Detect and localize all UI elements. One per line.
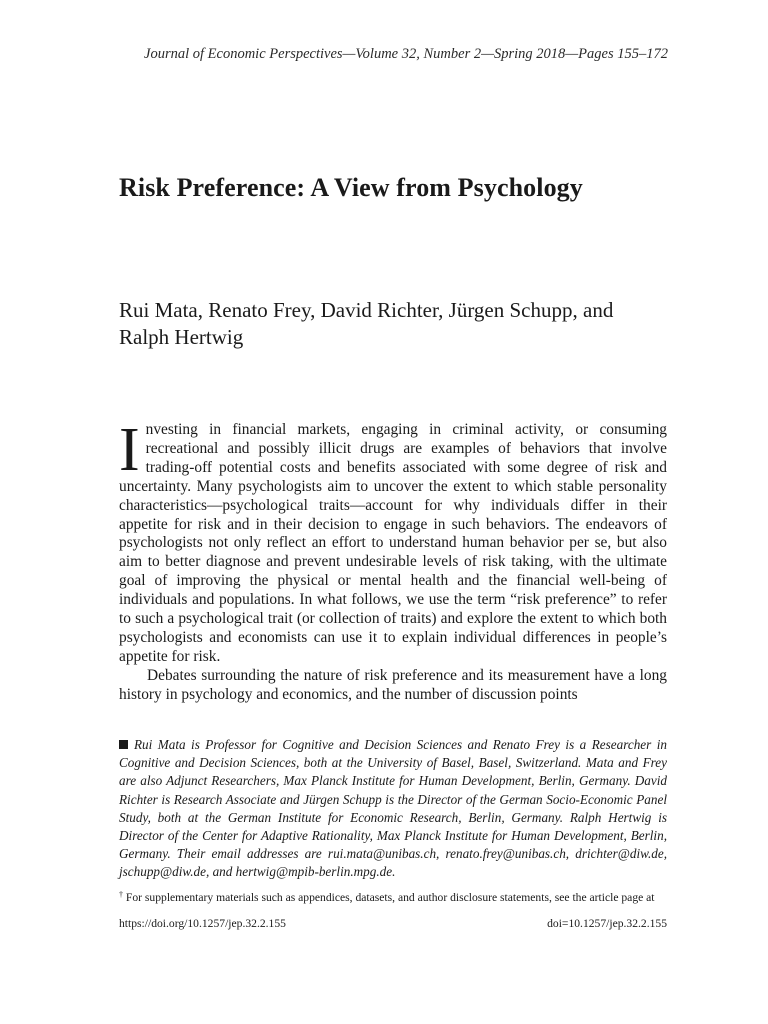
dagger-mark: † bbox=[119, 890, 123, 899]
article-url-link[interactable]: https://doi.org/10.1257/jep.32.2.155 bbox=[119, 917, 286, 930]
doi-label: doi=10.1257/jep.32.2.155 bbox=[547, 917, 667, 930]
article-body bbox=[119, 416, 667, 705]
body-paragraph bbox=[119, 416, 667, 667]
supplementary-note bbox=[119, 888, 667, 906]
running-head: Journal of Economic Perspectives—Volume 32, Number 2—Spring 2018—Pages 155–172 bbox=[144, 46, 668, 62]
drop-cap: I bbox=[119, 416, 140, 484]
author-bio-footnote bbox=[119, 736, 667, 882]
supplementary-text: For supplementary materials such as appendices, datasets, and author disclosure statements, see the article page at bbox=[125, 891, 655, 904]
body-paragraph: Debates surrounding the nature of risk preference and its measurement have a long history in psychology and economics, and the number of discussion points bbox=[119, 666, 667, 703]
paragraph-text: nvesting in financial markets, engaging in criminal activity, or consuming recreational and possibly illicit drugs are examples of behaviors that involve trading-off potential costs and benefits associated with some degree of risk and uncertainty. Many psychologists aim to uncover the extent to which stable personality characteristics—psychological traits—account for why individuals differ in their appetite for risk and in their decision to engage in such behaviors. The endeavors of psychologists not only reflect an effort to understand human behavior per se, but also aim to better diagnose and prevent undesirable levels of risk taking, with the ultimate goal of improving the physical or mental health and the financial well-being of individuals and populations. In what follows, we use the term “risk preference” to refer to such a psychological trait (or collection of traits) and explore the extent to which both psychologists and economists can use it to explain individual differences in people’s appetite for risk. bbox=[119, 421, 667, 665]
author-list: Rui Mata, Renato Frey, David Richter, Jürgen Schupp, and Ralph Hertwig bbox=[119, 298, 614, 349]
article-title: Risk Preference: A View from Psychology bbox=[119, 173, 583, 202]
doi-row bbox=[119, 917, 667, 932]
author-bio-text: Rui Mata is Professor for Cognitive and Decision Sciences and Renato Frey is a Researcher in Cognitive and Decision Sciences, both at the University of Basel, Basel, Switzerland. Mata and Frey are also Adjunct Researchers, Max Planck Institute for Human Development, Berlin, Germany. David Richter is Research Associate and Jürgen Schupp is the Director of the German Socio-Economic Panel Study, both at the German Institute for Economic Research, Berlin, Germany. Ralph Hertwig is Director of the Center for Adaptive Rationality, Max Planck Institute for Human Development, Berlin, Germany. Their email addresses are rui.mata@unibas.ch, renato.frey@unibas.ch, drichter@diw.de, jschupp@diw.de, and hertwig@mpib-berlin.mpg.de. bbox=[119, 737, 667, 880]
square-bullet-icon bbox=[119, 740, 128, 749]
